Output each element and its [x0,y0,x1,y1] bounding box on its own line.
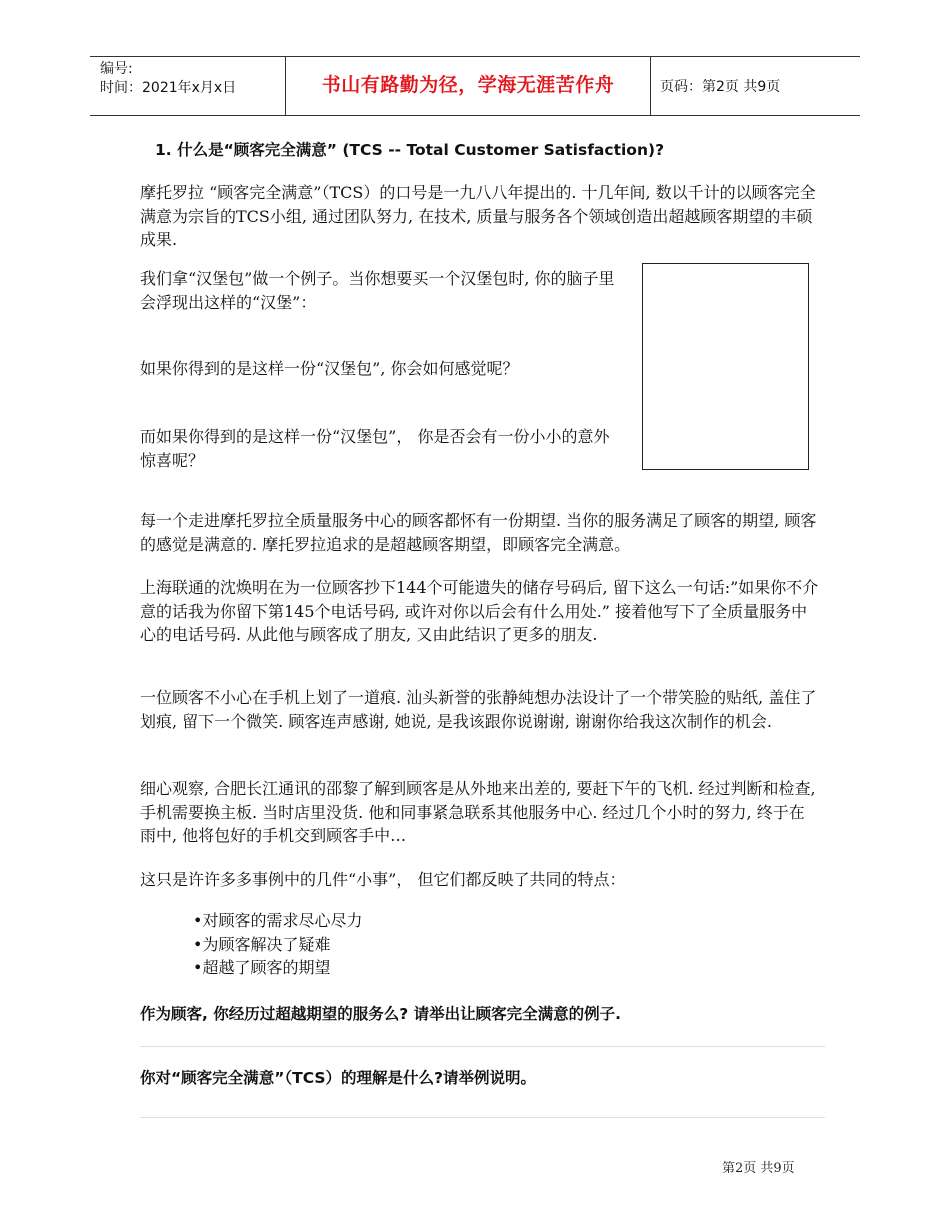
list-item: •超越了顾客的期望 [193,958,331,977]
serial-label: 编号: [100,61,133,77]
question-text: 作为顾客, 你经历过超越期望的服务么? 请举出让顾客完全满意的例子. [140,1005,622,1023]
answer-rule [140,1117,825,1118]
answer-rule [140,1046,825,1047]
question-text: 你对“顾客完全满意”（TCS）的理解是什么?请举例说明。 [140,1069,537,1087]
section-title: 1. 什么是“顾客完全满意” (TCS -- Total Customer Satisfaction)? [155,141,665,159]
header-meta [100,60,236,98]
header-motto: 书山有路勤为径，学海无涯苦作舟 [321,74,615,96]
hamburger-image-placeholder [642,263,809,470]
paragraph: 如果你得到的是这样一份“汉堡包”, 你会如何感觉呢？ [140,359,519,378]
footer-page-info: 第2页 共9页 [722,1161,795,1176]
header-bottom-rule [90,115,860,116]
paragraph: 摩托罗拉 “顾客完全满意”（TCS）的口号是一九八八年提出的. 十几年间, 数以千计的以顾客完全满意为宗旨的TCS小组, 通过团队努力, 在技术, 质量与服务各个领域创造出超越顾客期望的丰硕成果. [140,183,816,249]
header-top-rule [90,56,860,57]
paragraph: 而如果你得到的是这样一份“汉堡包”， 你是否会有一份小小的意外惊喜呢？ [140,427,610,470]
paragraph: 上海联通的沈焕明在为一位顾客抄下144个可能遗失的储存号码后, 留下这么一句话:”如果你不介意的话我为你留下第145个电话号码, 或许对你以后会有什么用处.” 接着他写下了全质量服务中心的电话号码. 从此他与顾客成了朋友, 又由此结识了更多的朋友. [140,578,819,644]
paragraph: 我们拿“汉堡包”做一个例子。当你想要买一个汉堡包时, 你的脑子里会浮现出这样的“汉堡”： [140,269,615,312]
header-page-info: 页码：第2页 共9页 [660,79,781,95]
paragraph: 细心观察, 合肥长江通讯的邵黎了解到顾客是从外地来出差的, 要赶下午的飞机. 经过判断和检查, 手机需要换主板. 当时店里没货. 他和同事紧急联系其他服务中心. 经过几个小时的努力, 终于在雨中, 他将包好的手机交到顾客手中… [140,779,816,845]
bullet-list [193,909,362,980]
paragraph: 这只是许许多多事例中的几件“小事”， 但它们都反映了共同的特点： [140,870,626,889]
time-label: 时间：2021年x月x日 [100,80,237,96]
list-item: •为顾客解决了疑难 [193,934,331,954]
header-divider [650,56,651,116]
paragraph: 每一个走进摩托罗拉全质量服务中心的顾客都怀有一份期望. 当你的服务满足了顾客的期望, 顾客的感觉是满意的. 摩托罗拉追求的是超越顾客期望，即顾客完全满意。 [140,511,817,554]
list-item: •对顾客的需求尽心尽力 [193,911,363,930]
paragraph: 一位顾客不小心在手机上划了一道痕. 汕头新誉的张静純想办法设计了一个带笑脸的贴纸, 盖住了划痕, 留下一个微笑. 顾客连声感谢, 她说, 是我该跟你说谢谢, 谢谢你给我这次制作的机会. [140,688,817,731]
